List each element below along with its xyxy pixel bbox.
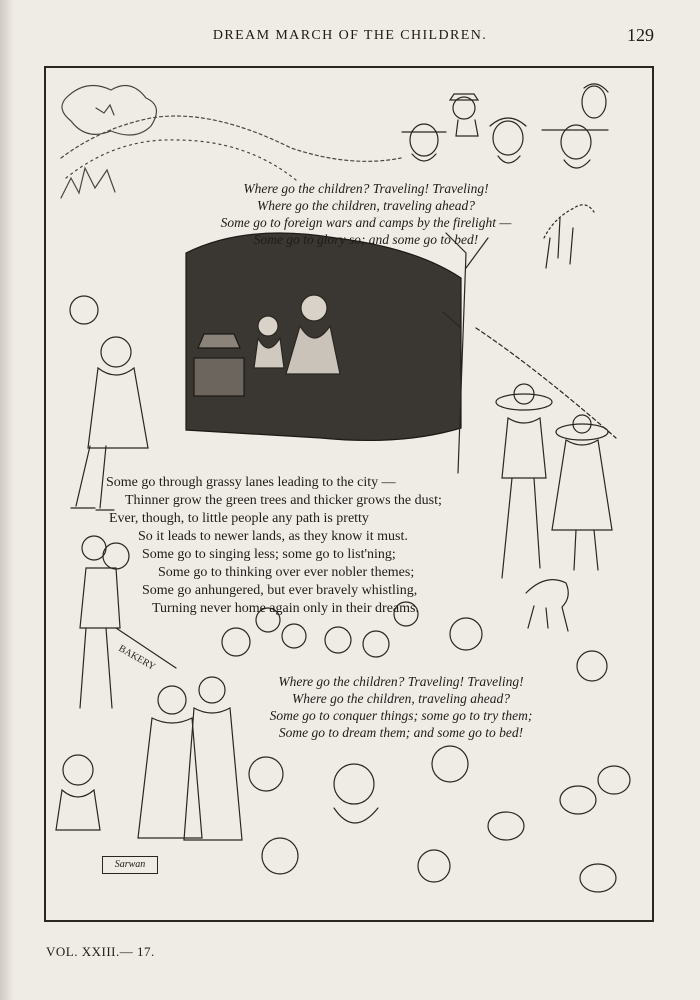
boy-and-girl-walking xyxy=(496,384,612,578)
poem-line: Some go to singing less; some go to list'ning; xyxy=(142,547,396,562)
artist-signature: Sarwan xyxy=(102,856,158,874)
page-gutter-shadow xyxy=(0,0,14,1000)
poem-line: Thinner grow the green trees and thicker grows the dust; xyxy=(125,493,442,508)
dog-drawing xyxy=(526,580,568,631)
running-title: DREAM MARCH OF THE CHILDREN. xyxy=(212,28,488,43)
sleeping-children-heads xyxy=(249,746,630,892)
illustration-frame xyxy=(44,66,654,922)
svg-text:BAKERY: BAKERY xyxy=(116,643,158,673)
children-heads-top-right xyxy=(402,84,608,168)
poem-line: Some go to thinking over ever nobler themes; xyxy=(158,565,415,580)
poem-line: Some go to dream them; and some go to bed! xyxy=(278,725,524,740)
poem-line: Some go through grassy lanes leading to the city — xyxy=(106,475,396,490)
running-head xyxy=(0,25,700,48)
girls-in-nightgowns xyxy=(56,677,242,840)
poem-stanza-3 xyxy=(231,673,571,741)
poem-line: Some go to conquer things; some go to try them; xyxy=(269,708,533,723)
poem-stanza-2 xyxy=(106,474,442,618)
poem-line: Where go the children, traveling ahead? xyxy=(257,198,475,213)
poem-line: Where go the children, traveling ahead? xyxy=(292,691,510,706)
poem-line: Some go to foreign wars and camps by the firelight — xyxy=(220,215,512,230)
volume-footer: VOL. XXIII.— 17. xyxy=(46,944,155,959)
poem-line: Some go anhungered, but ever bravely whistling, xyxy=(142,583,418,598)
poem-line: Turning never home again only in their dreams. xyxy=(152,601,419,616)
poem-line: So it leads to newer lands, as they know it must. xyxy=(138,529,408,544)
poem-line: Some go to glory so; and some go to bed! xyxy=(253,232,479,247)
poem-line: Where go the children? Traveling! Traveling! xyxy=(243,181,489,196)
poem-line: Where go the children? Traveling! Traveling! xyxy=(278,674,524,689)
page-number: 129 xyxy=(627,25,654,45)
poem-stanza-1 xyxy=(196,180,536,248)
children-by-fireplace-scene xyxy=(186,233,461,440)
poem-line: Ever, though, to little people any path is pretty xyxy=(109,511,369,526)
